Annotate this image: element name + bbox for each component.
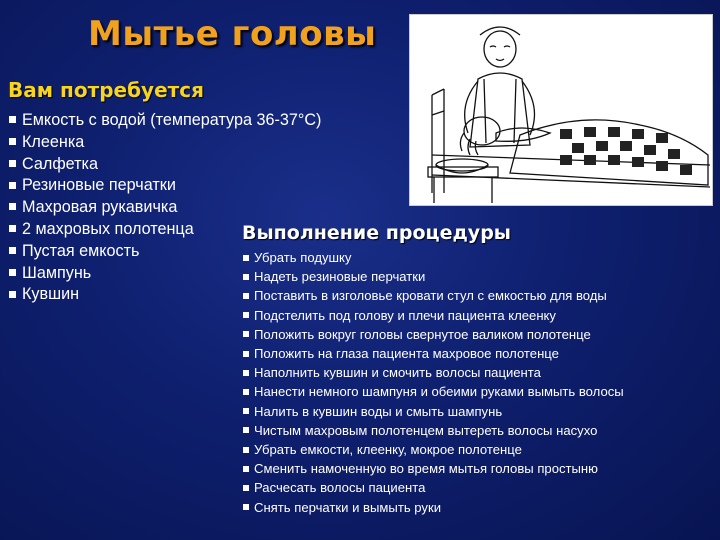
list-item: Пустая емкость (8, 241, 321, 263)
list-item: Надеть резиновые перчатки (242, 267, 624, 286)
list-item: Убрать подушку (242, 248, 624, 267)
bullet-icon (243, 293, 249, 299)
list-item: Клеенка (8, 132, 321, 154)
list-item: Салфетка (8, 154, 321, 176)
bullet-icon (243, 274, 249, 280)
slide-title: Мытье головы (88, 14, 377, 54)
list-item: Нанести немного шампуня и обеими руками вымыть волосы (242, 382, 624, 401)
bullet-icon (9, 225, 16, 232)
bullet-icon (243, 427, 249, 433)
needs-heading: Вам потребуется (8, 78, 204, 102)
illustration-nurse-washing-hair (409, 14, 713, 206)
list-item: Шампунь (8, 263, 321, 285)
bullet-icon (9, 138, 16, 145)
bullet-icon (9, 203, 16, 210)
nurse-washing-hair-drawing (410, 15, 712, 205)
list-item: Налить в кувшин воды и смыть шампунь (242, 402, 624, 421)
bullet-icon (243, 485, 249, 491)
list-item: Убрать емкости, клеенку, мокрое полотенце (242, 440, 624, 459)
bullet-icon (9, 291, 16, 298)
bullet-icon (243, 351, 249, 357)
bullet-icon (243, 312, 249, 318)
bullet-icon (9, 247, 16, 254)
list-item: Кувшин (8, 284, 321, 306)
bullet-icon (243, 447, 249, 453)
list-item: Положить на глаза пациента махровое полотенце (242, 344, 624, 363)
list-item: Сменить намоченную во время мытья головы простыню (242, 459, 624, 478)
bullet-icon (243, 370, 249, 376)
list-item: Емкость с водой (температура 36-37°С) (8, 110, 321, 132)
list-item: Наполнить кувшин и смочить волосы пациента (242, 363, 624, 382)
bullet-icon (243, 504, 249, 510)
list-item: Подстелить под голову и плечи пациента клеенку (242, 306, 624, 325)
list-item: Положить вокруг головы свернутое валиком полотенце (242, 325, 624, 344)
steps-heading: Выполнение процедуры (242, 222, 511, 244)
bullet-icon (243, 331, 249, 337)
list-item: Махровая рукавичка (8, 197, 321, 219)
bullet-icon (243, 255, 249, 261)
bullet-icon (9, 269, 16, 276)
bullet-icon (9, 182, 16, 189)
list-item: Чистым махровым полотенцем вытереть волосы насухо (242, 421, 624, 440)
list-item: Расчесать волосы пациента (242, 478, 624, 497)
list-item: Снять перчатки и вымыть руки (242, 498, 624, 517)
list-item: Поставить в изголовье кровати стул с емкостью для воды (242, 286, 624, 305)
bullet-icon (243, 389, 249, 395)
bullet-icon (243, 408, 249, 414)
bullet-icon (9, 160, 16, 167)
steps-list (242, 248, 624, 517)
bullet-icon (9, 116, 16, 123)
list-item: 2 махровых полотенца (8, 219, 321, 241)
list-item: Резиновые перчатки (8, 175, 321, 197)
bullet-icon (243, 466, 249, 472)
